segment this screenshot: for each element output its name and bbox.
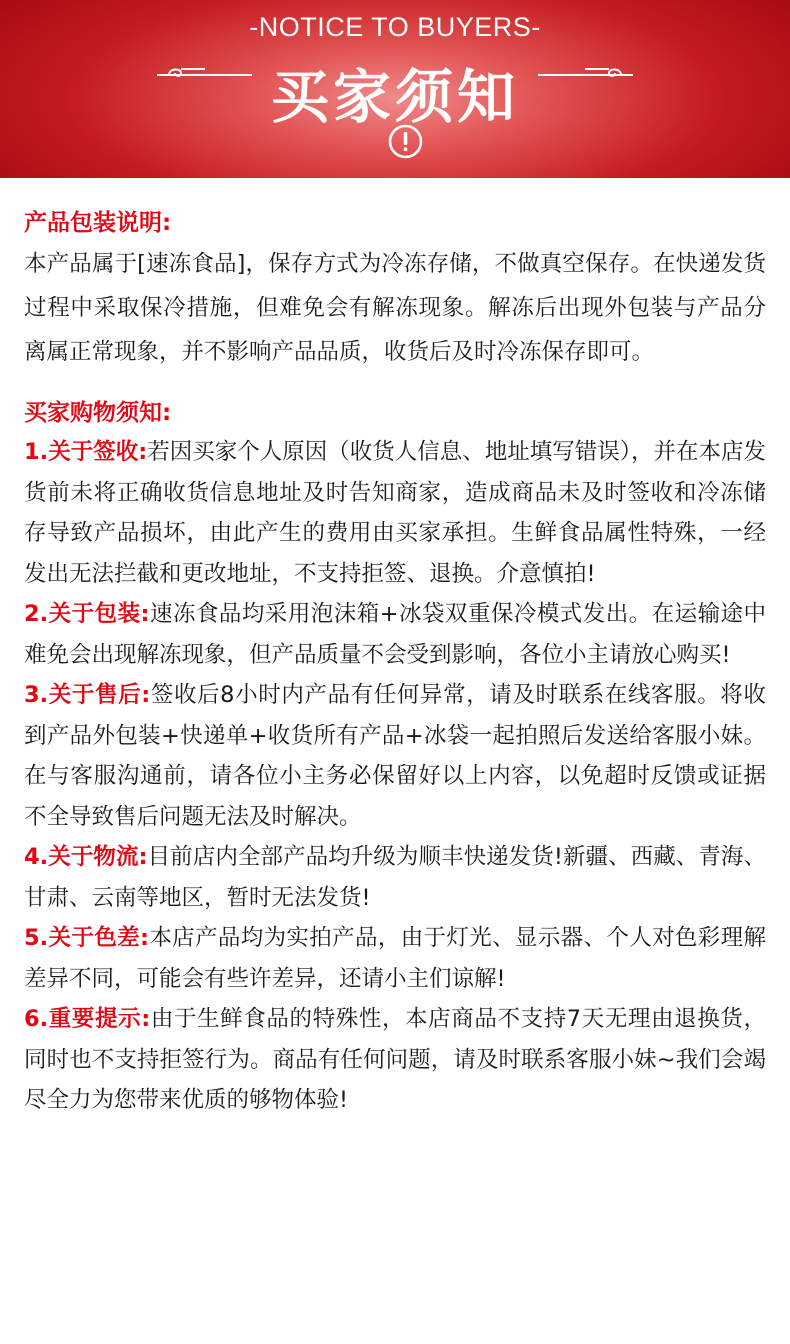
notice-item-logistics bbox=[24, 837, 766, 918]
notice-item-packaging bbox=[24, 594, 766, 675]
notice-item-important bbox=[24, 999, 766, 1121]
exclamation-circle-icon bbox=[388, 124, 423, 159]
notice-item-signing bbox=[24, 432, 766, 594]
banner-subtitle: -NOTICE TO BUYERS- bbox=[249, 12, 541, 42]
notice-item-label: 5.关于色差: bbox=[24, 925, 149, 951]
notice-item-label: 2.关于包装: bbox=[24, 601, 150, 627]
notice-item-text: 本店产品均为实拍产品，由于灯光、显示器、个人对色彩理解差异不同，可能会有些许差异，还请小主们谅解! bbox=[24, 925, 766, 992]
notice-item-text: 由于生鲜食品的特殊性，本店商品不支持7天无理由退换货，同时也不支持拒签行为。商品有任何问题，请及时联系客服小妹~我们会竭尽全力为您带来优质的够物体验! bbox=[24, 1006, 766, 1113]
buyer-notice-title: 买家购物须知: bbox=[24, 400, 172, 426]
notice-item-text: 速冻食品均采用泡沫箱+冰袋双重保冷模式发出。在运输途中难免会出现解冻现象，但产品质量不会受到影响，各位小主请放心购买! bbox=[24, 601, 767, 668]
notice-content bbox=[0, 178, 790, 1121]
notice-item-label: 4.关于物流: bbox=[24, 844, 148, 870]
banner-title: 买家须知 bbox=[270, 63, 519, 131]
header-banner bbox=[0, 0, 790, 178]
packaging-section-title: 产品包装说明: bbox=[24, 210, 172, 236]
notice-item-text: 目前店内全部产品均升级为顺丰快递发货!新疆、西藏、青海、甘肃、云南等地区，暂时无法发货! bbox=[24, 844, 766, 911]
notice-item-after-sales bbox=[24, 675, 766, 837]
decorative-line-right-icon bbox=[538, 60, 635, 86]
packaging-description: 本产品属于[速冻食品]，保存方式为冷冻存储，不做真空保存。在快递发货过程中采取保冷措施，但难免会有解冻现象。解冻后出现外包装与产品分离属正常现象，并不影响产品品质，收货后及时冷冻保存即可。 bbox=[24, 251, 766, 365]
notice-item-label: 1.关于签收: bbox=[24, 439, 148, 465]
notice-item-label: 3.关于售后: bbox=[24, 682, 151, 708]
notice-item-text: 签收后8小时内产品有任何异常，请及时联系在线客服。将收到产品外包装+快递单+收货所有产品+冰袋一起拍照后发送给客服小妹。在与客服沟通前，请各位小主务必保留好以上内容，以免超时反馈或证据不全导致售后问题无法及时解决。 bbox=[24, 682, 766, 830]
notice-item-label: 6.重要提示: bbox=[24, 1006, 151, 1032]
notice-item-text: 若因买家个人原因（收货人信息、地址填写错误），并在本店发货前未将正确收货信息地址及时告知商家，造成商品未及时签收和冷冻储存导致产品损坏，由此产生的费用由买家承担。生鲜食品属性特殊，一经发出无法拦截和更改地址，不支持拒签、退换。介意慎拍! bbox=[24, 439, 766, 587]
notice-item-color-difference bbox=[24, 918, 766, 999]
